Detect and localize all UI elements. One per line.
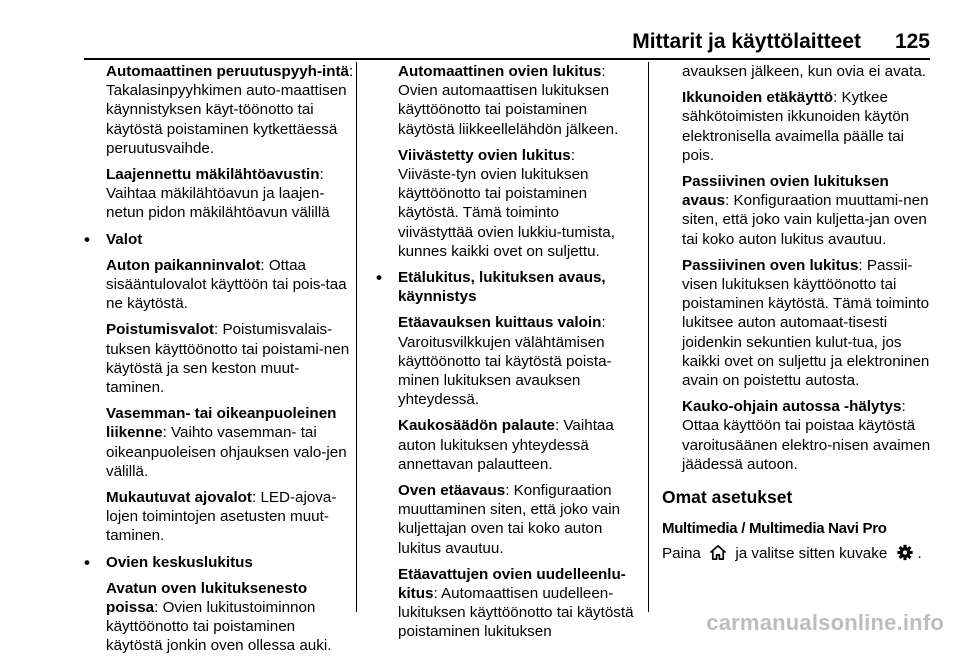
gear-icon: [895, 544, 915, 561]
setting-term: Automaattinen ovien lukitus: [398, 63, 602, 80]
setting-entry: [662, 172, 932, 249]
setting-description: : Kytkee sähkötoimisten ikkunoiden käytön elektronisella avaimella päälle tai pois.: [682, 89, 910, 164]
setting-entry: [86, 320, 354, 397]
column-3-list: [662, 62, 932, 474]
setting-entry: [86, 62, 354, 158]
setting-entry: [378, 416, 636, 474]
setting-term: Auton paikanninvalot: [106, 256, 261, 274]
header-rule: [84, 58, 930, 60]
setting-term: Etäavauksen kuittaus valoin: [398, 314, 602, 332]
setting-term: Kaukosäädön palaute: [398, 417, 555, 435]
setting-description: : Konfiguraation muuttami-nen siten, että joko vain kuljetta-jan oven tai koko auton lukitus avautuu.: [682, 192, 929, 248]
setting-term: Avatun oven lukituksenesto poissa: [106, 579, 308, 617]
column-2: [378, 62, 636, 649]
setting-term: Etäavattujen ovien uudelleenlu-kitus: [398, 565, 626, 603]
column-divider: [648, 62, 649, 612]
setting-entry: [378, 565, 636, 642]
setting-description: : Automaattisen uudelleen-lukituksen käyttöönotto tai käytöstä poistaminen lukituksen: [398, 585, 634, 641]
column-1: [86, 62, 354, 663]
watermark: carmanualsonline.info: [706, 610, 944, 635]
setting-term: Ikkunoiden etäkäyttö: [682, 89, 834, 107]
setting-entry: [86, 256, 354, 314]
setting-description: avauksen jälkeen, kun ovia ei avata.: [682, 63, 927, 80]
setting-entry: [378, 313, 636, 409]
setting-entry: [378, 146, 636, 261]
setting-description: : Ottaa käyttöön tai poistaa käytöstä varoitusäänen elektro-nisen avaimen jäädessä autoon.: [682, 398, 931, 473]
setting-term: Viivästetty ovien lukitus: [398, 146, 571, 164]
setting-term: Passiivinen oven lukitus: [682, 256, 859, 274]
setting-description: : Vaihtaa auton lukituksen yhteydessä annettavan palautteen.: [398, 417, 614, 473]
page-header: [80, 24, 930, 60]
setting-entry: [378, 62, 636, 139]
setting-entry: [86, 165, 354, 223]
setting-term: Passiivinen ovien lukituksen avaus: [682, 173, 889, 210]
setting-term: Mukautuvat ajovalot: [106, 489, 252, 507]
setting-entry: [86, 579, 354, 656]
column-divider: [356, 62, 357, 612]
setting-description: : Vaihto vasemman- tai oikeanpuoleisen ohjauksen valo-jen välillä.: [106, 424, 347, 480]
bullet-heading: • Etälukitus, lukituksen avaus, käynnistys: [378, 268, 636, 306]
section-heading: Omat asetukset: [662, 487, 793, 508]
page-title: Mittarit ja käyttölaitteet: [632, 30, 861, 53]
bullet-heading: • Ovien keskuslukitus: [86, 553, 354, 572]
setting-description: : Passii-visen lukituksen käyttöönotto tai poistaminen käytöstä. Tämä toiminto lukitsee auton automaat-tisesti joidenkin sekuntien kulut-tua, jos kaikki ovet on suljettu ja elektroninen avain on poistettu autosta.: [682, 256, 930, 390]
setting-entry: [378, 481, 636, 558]
setting-description: : Viiväste-tyn ovien lukituksen käyttöönotto tai poistaminen käytöstä. Tämä toiminto viivästyttää ovien lukkiu-tumista, kunnes kaikki ovet on suljettu.: [398, 146, 615, 260]
bullet-heading: • Valot: [86, 230, 354, 249]
column-3: [662, 62, 932, 571]
page-number: 125: [894, 30, 930, 53]
setting-description: : Vaihtaa mäkilähtöavun ja laajen-netun pidon mäkilähtöavun välillä: [106, 166, 330, 222]
setting-term: Kauko-ohjain autossa -hälytys: [682, 398, 902, 416]
setting-entry: [662, 256, 932, 390]
setting-term: Oven etäavaus: [398, 482, 506, 500]
setting-entry: [662, 88, 932, 165]
instruction-text: Paina ja valitse sitten kuvake .: [662, 545, 922, 563]
setting-description: : Takalasinpyyhkimen auto-maattisen käynnistyksen käyt-töönotto tai käytöstä poistaminen kytkettäessä peruutusvaihde.: [106, 63, 354, 157]
setting-term: Poistumisvalot: [106, 321, 215, 339]
setting-entry: [662, 397, 932, 474]
setting-entry: [662, 62, 932, 81]
setting-description: : LED-ajova-lojen toimintojen asetusten muut-taminen.: [106, 489, 337, 545]
section-subheading: Multimedia / Multimedia Navi Pro: [662, 520, 887, 538]
setting-entry: [86, 488, 354, 546]
setting-description: : Ovien automaattisen lukituksen käyttöönotto tai poistaminen käytöstä liikkeellelähdön jälkeen.: [398, 63, 619, 138]
setting-description: : Konfiguraation muuttaminen siten, että joko vain kuljettajan oven tai koko auton lukitus avautuu.: [398, 482, 621, 557]
setting-entry: [86, 404, 354, 481]
setting-term: Automaattinen peruutuspyyh-intä: [106, 63, 350, 80]
setting-description: : Poistumisvalais-tuksen käyttöönotto tai poistami-nen käytöstä ja sen keston muut-taminen.: [106, 321, 350, 397]
setting-term: Vasemman- tai oikeanpuoleinen liikenne: [106, 405, 337, 442]
setting-description: : Ovien lukitustoiminnon käyttöönotto tai poistaminen käytöstä jonkin oven ollessa auki.: [106, 599, 332, 655]
setting-description: : Ottaa sisääntulovalot käyttöön tai pois-taa ne käytöstä.: [106, 256, 347, 313]
setting-term: Laajennettu mäkilähtöavustin: [106, 166, 320, 184]
home-icon: [708, 544, 728, 561]
setting-description: : Varoitusvilkkujen välähtämisen käyttöönotto tai käytöstä poista-minen lukituksen avauksen yhteydessä.: [398, 314, 612, 409]
